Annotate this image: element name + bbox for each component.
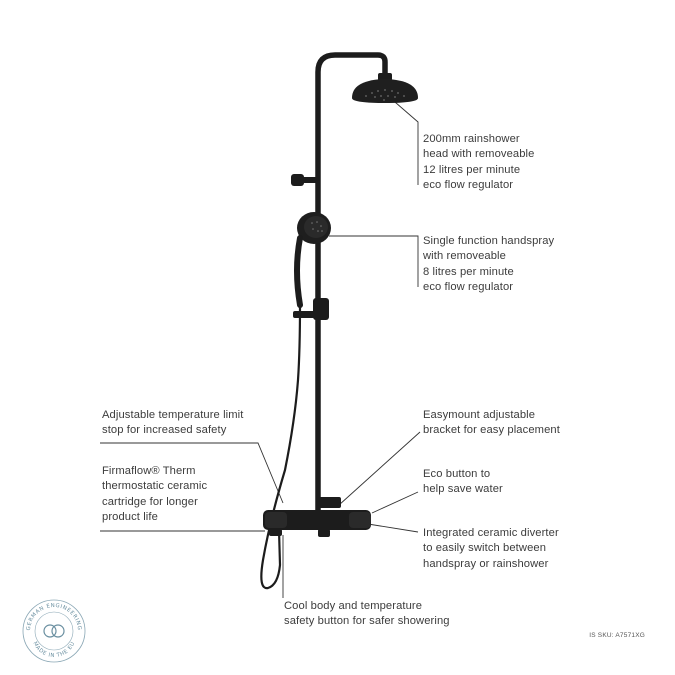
callout-cool-body: Cool body and temperature safety button for safer showering [284, 600, 450, 628]
callout-temp-limit: Adjustable temperature limit stop for increased safety [102, 409, 244, 437]
riser-pipe [318, 55, 385, 515]
leader-rainshower [388, 96, 418, 185]
leader-easymount [339, 432, 420, 505]
callout-eco-button: Eco button to help save water [423, 468, 503, 496]
interlocking-rings-icon [44, 625, 64, 637]
leader-eco [372, 492, 418, 513]
hose [261, 305, 300, 588]
leader-diverter [368, 524, 418, 532]
callout-easymount: Easymount adjustable bracket for easy placement [423, 409, 560, 437]
callout-diverter: Integrated ceramic diverter to easily switch between handspray or rainshower [423, 527, 559, 570]
thermostatic-bar [263, 497, 371, 537]
shower-column [318, 55, 385, 515]
callout-rainshower: 200mm rainshower head with removeable 12 litres per minute eco flow regulator [423, 133, 535, 192]
callout-handspray: Single function handspray with removeable 8 litres per minute eco flow regulator [423, 235, 555, 294]
rainshower-head [352, 73, 418, 103]
leader-handspray [329, 236, 418, 287]
handspray [297, 212, 331, 305]
callout-firmaflow: Firmaflow® Therm thermostatic ceramic cartridge for longer product life [102, 465, 208, 524]
wall-bracket [291, 174, 318, 186]
sku-label: IS SKU: A7571XG [589, 632, 645, 639]
german-engineering-badge [20, 597, 88, 665]
badge-top-text: GERMAN ENGINEERING [25, 602, 83, 631]
badge-bottom-text: MADE IN THE EU [31, 640, 77, 660]
